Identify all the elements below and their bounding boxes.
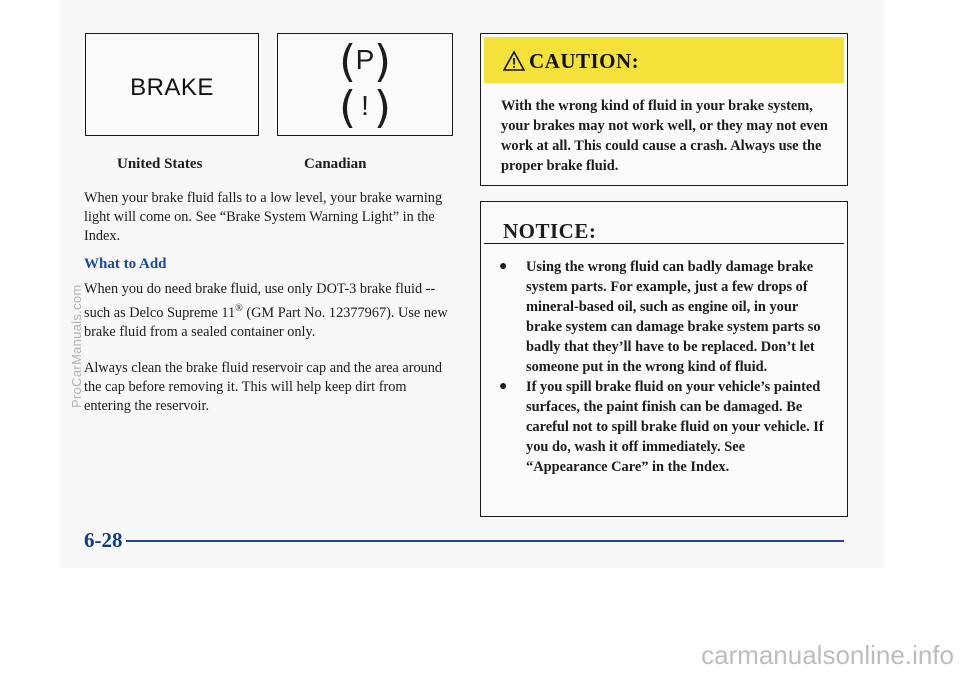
warning-triangle-icon xyxy=(503,51,525,71)
bullet-icon: ● xyxy=(499,259,508,274)
parking-brake-icon: ( P ) xyxy=(339,36,391,87)
bullet-icon: ● xyxy=(499,379,508,394)
canada-caption: Canadian xyxy=(304,156,367,172)
us-caption: United States xyxy=(117,156,203,172)
clean-cap-paragraph: Always clean the brake fluid reservoir cap and the area around the cap before removing it. This will help keep dirt from entering the reservoir. xyxy=(84,360,443,415)
page-number: 6-28 xyxy=(84,528,123,552)
notice-box xyxy=(480,201,848,517)
notice-item: ● Using the wrong fluid can badly damage brake system parts. For example, just a few drops of mineral-based oil, such as engine oil, in your brake system can damage brake system parts so badly that they’ll have to be replaced. Don’t let someone put in the wrong kind of fluid. xyxy=(499,259,821,375)
notice-list xyxy=(497,257,827,477)
brake-warning-icon: ( ! ) xyxy=(339,82,391,133)
bottom-watermark: carmanualsonline.info xyxy=(701,640,954,670)
caution-title: CAUTION: xyxy=(529,49,640,73)
fluid-type-paragraph: When you do need brake fluid, use only DOT-3 brake fluid -- such as Delco Supreme 11® (GM Part No. 12377967). Use new brake fluid from a sealed container only. xyxy=(84,281,448,341)
us-brake-warning-light xyxy=(85,33,259,136)
notice-title: NOTICE: xyxy=(503,219,597,243)
notice-header xyxy=(484,205,844,244)
caution-text: With the wrong kind of fluid in your brake system, your brakes may not work well, or they may not even work at all. This could cause a crash. Always use the proper brake fluid. xyxy=(501,98,828,174)
footer-rule xyxy=(126,540,844,542)
low-fluid-paragraph: When your brake fluid falls to a low level, your brake warning light will come on. See “Brake System Warning Light” in the Index. xyxy=(84,190,443,245)
brake-label: BRAKE xyxy=(130,74,214,101)
registered-mark: ® xyxy=(235,303,243,315)
caution-box xyxy=(480,33,848,186)
side-watermark: ProCarManuals.com xyxy=(69,284,84,408)
caution-header xyxy=(484,37,844,83)
notice-item: ● If you spill brake fluid on your vehicle’s painted surfaces, the paint finish can be damaged. Be careful not to spill brake fluid on your vehicle. If you do, wash it off immediately. See “Appearance Care” in the Index. xyxy=(499,379,824,475)
canada-brake-warning-light xyxy=(277,33,453,136)
what-to-add-heading: What to Add xyxy=(84,256,167,272)
